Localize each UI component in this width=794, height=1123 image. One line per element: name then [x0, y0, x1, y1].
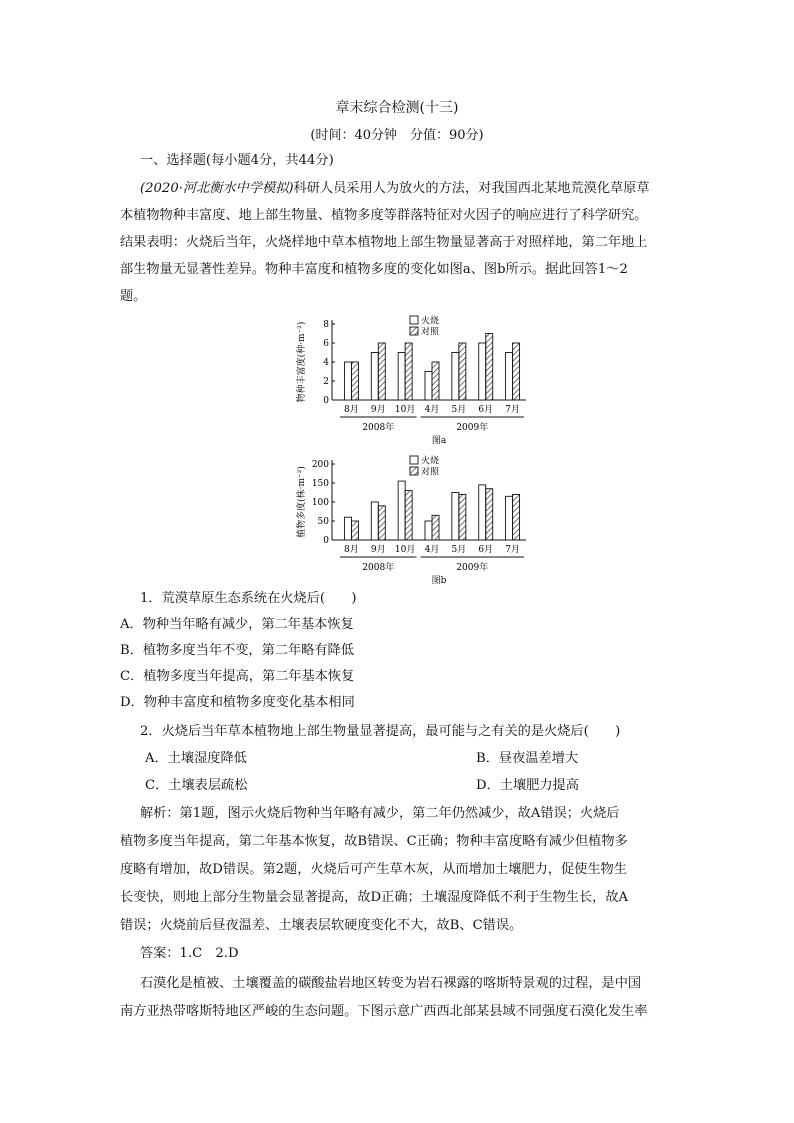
- chart-b-bar-fire-0: [344, 517, 351, 540]
- chart-a-group-label-1: 2009年: [456, 423, 489, 433]
- q1-option-d: D．物种丰富度和植物多度变化基本相同: [120, 695, 355, 710]
- chart-a-x-tick-label-1: 9月: [370, 405, 386, 415]
- chart-b-bar-control-5: [486, 489, 493, 540]
- chart-a-legend-label-1: 对照: [421, 327, 440, 338]
- chart-a-y-axis-label: 物种丰富度(种·m⁻²): [297, 321, 307, 403]
- chart-b-caption: 图b: [431, 576, 447, 585]
- analysis-line-4: 长变快，则地上部分生物量会显著提高，故D正确；土壤湿度降低不利于生物生长，故A: [120, 890, 629, 905]
- chart-b-x-tick-label-2: 10月: [394, 545, 416, 555]
- chart-b-bar-control-1: [378, 506, 385, 540]
- chart-a-x-tick-label-6: 7月: [505, 405, 520, 415]
- q2-option-c: C．土壤表层疏松: [145, 778, 248, 793]
- q1-stem: 1．荒漠草原生态系统在火烧后( ): [140, 591, 357, 606]
- analysis-line-3: 度略有增加，故D错误。第2题，火烧后可产生草木灰，从而增加土壤肥力，促使生物生: [120, 862, 627, 877]
- page-title: 章末综合检测(十三): [335, 100, 459, 116]
- chart-b-bar-fire-6: [506, 496, 513, 540]
- chart-a-bar-control-6: [513, 343, 520, 400]
- chart-b-y-axis-label: 植物多度(株·m⁻²): [297, 466, 307, 538]
- chart-a-bar-control-5: [486, 334, 493, 401]
- chart-b-x-tick-label-5: 6月: [478, 545, 494, 555]
- intro-line-1-text: 科研人员采用人为放火的方法，对我国西北某地荒漠化草原草: [293, 181, 650, 196]
- chart-b-group-label-0: 2008年: [362, 563, 395, 573]
- chart-b-x-tick-label-0: 8月: [344, 545, 359, 555]
- chart-b-bar-control-6: [513, 494, 520, 540]
- chart-a-x-tick-label-2: 10月: [394, 405, 416, 415]
- answer-line: 答案：1.C 2.D: [140, 946, 239, 961]
- q1-option-c: C．植物多度当年提高，第二年基本恢复: [120, 669, 355, 684]
- analysis-line-2: 植物多度当年提高，第二年基本恢复，故B错误、C正确；物种丰富度略有减少但植物多: [120, 834, 628, 849]
- chart-a: [292, 310, 552, 445]
- intro-source: (2020·河北衡水中学模拟): [140, 181, 294, 196]
- chart-b-y-tick-label-0: 0: [323, 536, 329, 546]
- chart-b-x-tick-label-6: 7月: [505, 545, 520, 555]
- chart-b-legend-label-0: 火烧: [421, 456, 440, 467]
- intro-line-5: 题。: [120, 289, 147, 304]
- chart-b-bar-fire-1: [371, 502, 378, 540]
- chart-a-bar-control-3: [432, 362, 439, 400]
- chart-b-y-tick-label-3: 150: [311, 479, 329, 489]
- chart-a-bar-fire-0: [344, 362, 351, 400]
- intro-line-4: 部生物量无显著性差异。物种丰富度和植物多度的变化如图a、图b所示。据此回答1～2: [120, 262, 628, 277]
- chart-a-legend-swatch-1: [410, 327, 418, 335]
- intro-line-1: [140, 176, 680, 202]
- chart-a-caption: 图a: [431, 436, 447, 445]
- q1-option-b: B．植物多度当年不变，第二年略有降低: [120, 643, 354, 658]
- chart-a-group-label-0: 2008年: [362, 423, 395, 433]
- chart-a-y-tick-label-1: 2: [323, 377, 329, 387]
- chart-a-x-tick-label-3: 4月: [424, 405, 440, 415]
- chart-a-bar-fire-2: [398, 353, 405, 401]
- chart-b-bar-control-4: [459, 494, 466, 540]
- chart-a-x-tick-label-5: 6月: [478, 405, 494, 415]
- q2-stem: 2．火烧后当年草本植物地上部生物量显著提高，最可能与之有关的是火烧后( ): [140, 724, 621, 739]
- chart-b-bar-control-3: [432, 515, 439, 540]
- section-heading: 一、选择题(每小题4分，共44分): [140, 153, 334, 168]
- chart-b-bar-fire-2: [398, 481, 405, 540]
- page-subtitle: (时间：40分钟 分值：90分): [310, 128, 484, 143]
- chart-a-bar-control-2: [405, 343, 412, 400]
- chart-a-y-tick-label-4: 8: [323, 320, 329, 330]
- q1-option-a: A．物种当年略有减少，第二年基本恢复: [120, 617, 354, 632]
- chart-b-bar-control-2: [405, 491, 412, 540]
- chart-a-bar-fire-5: [479, 343, 486, 400]
- chart-b-x-tick-label-1: 9月: [370, 545, 386, 555]
- analysis-line-1: 解析：第1题，图示火烧后物种当年略有减少，第二年仍然减少，故A错误；火烧后: [140, 806, 620, 821]
- chart-b-x-tick-label-3: 4月: [424, 545, 440, 555]
- chart-a-y-tick-label-2: 4: [323, 358, 329, 368]
- chart-a-bar-fire-1: [371, 353, 378, 401]
- chart-b-y-tick-label-2: 100: [311, 498, 329, 508]
- chart-a-y-tick-label-3: 6: [323, 339, 329, 349]
- chart-b-legend-label-1: 对照: [421, 467, 440, 478]
- chart-a-bar-fire-4: [452, 353, 459, 401]
- chart-a-legend-swatch-0: [410, 316, 418, 324]
- chart-a-bar-control-4: [459, 343, 466, 400]
- chart-a-bar-fire-3: [425, 372, 432, 401]
- chart-b: [292, 450, 552, 585]
- intro-line-2: 本植物物种丰富度、地上部生物量、植物多度等群落特征对火因子的响应进行了科学研究。: [120, 208, 648, 223]
- q2-option-b: B．昼夜温差增大: [476, 751, 579, 766]
- q2-option-a: A．土壤湿度降低: [145, 751, 247, 766]
- chart-b-bar-fire-5: [479, 485, 486, 540]
- chart-b-legend-swatch-1: [410, 467, 418, 475]
- chart-b-y-tick-label-4: 200: [311, 460, 329, 470]
- chart-a-x-tick-label-0: 8月: [344, 405, 359, 415]
- chart-b-legend-swatch-0: [410, 456, 418, 464]
- chart-a-y-tick-label-0: 0: [323, 396, 329, 406]
- analysis-line-5: 错误；火烧前后昼夜温差、土壤表层软硬度变化不大，故B、C错误。: [120, 918, 523, 933]
- chart-b-y-tick-label-1: 50: [317, 517, 329, 527]
- chart-b-bar-fire-3: [425, 521, 432, 540]
- next-passage-line-1: 石漠化是植被、土壤覆盖的碳酸盐岩地区转变为岩石裸露的喀斯特景观的过程，是中国: [140, 976, 642, 991]
- chart-b-bar-control-0: [351, 521, 358, 540]
- chart-a-bar-control-1: [378, 343, 385, 400]
- chart-b-group-label-1: 2009年: [456, 563, 489, 573]
- chart-b-bar-fire-4: [452, 493, 459, 541]
- chart-a-x-tick-label-4: 5月: [451, 405, 467, 415]
- next-passage-line-2: 南方亚热带喀斯特地区严峻的生态问题。下图示意广西西北部某县域不同强度石漠化发生率: [120, 1004, 648, 1019]
- chart-a-bar-fire-6: [506, 353, 513, 401]
- chart-a-bar-control-0: [351, 362, 358, 400]
- q2-option-d: D．土壤肥力提高: [476, 778, 579, 793]
- intro-line-3: 结果表明：火烧后当年，火烧样地中草本植物地上部生物量显著高于对照样地，第二年地上: [120, 235, 648, 250]
- chart-b-x-tick-label-4: 5月: [451, 545, 467, 555]
- chart-a-legend-label-0: 火烧: [421, 316, 440, 327]
